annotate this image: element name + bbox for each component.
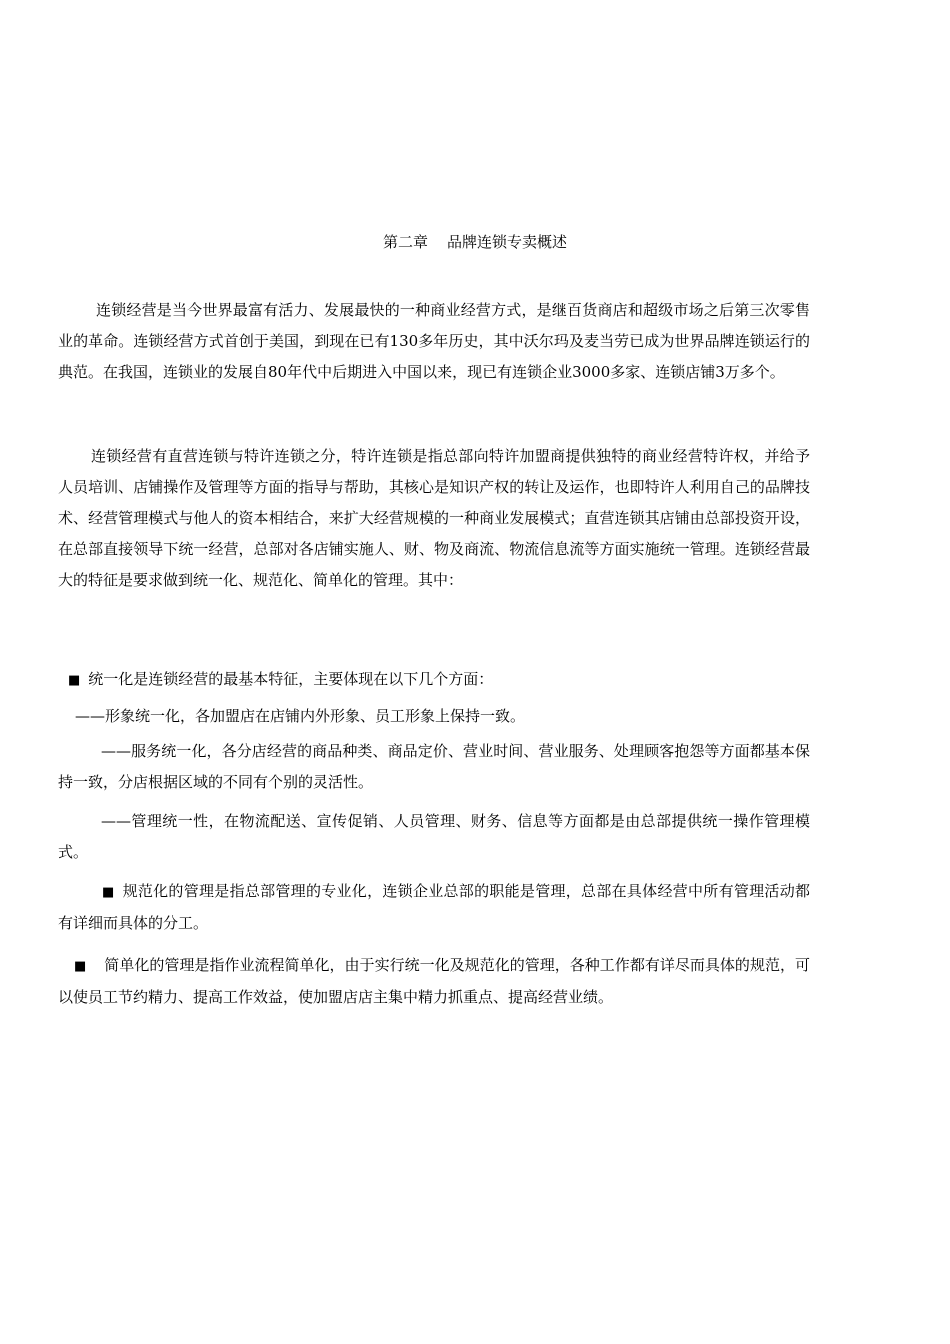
bullet-square-icon: ■	[68, 673, 81, 688]
bullet-text: 统一化是连锁经营的最基本特征，主要体现在以下几个方面：	[88, 670, 494, 688]
chapter-title: 第二章 品牌连锁专卖概述	[382, 233, 568, 251]
bullet-text: 简单化的管理是指作业流程简单化，由于实行统一化及规范化的管理，各种工作都有详尽而具体的规范，可以使员工节约精力、提高工作效益，使加盟店店主集中精力抓重点、提高经营业绩。	[58, 956, 810, 1006]
sub-item-image-unification: ——形象统一化，各加盟店在店铺内外形象、员工形象上保持一致。	[75, 707, 526, 725]
sub-item-service-unification: ——服务统一化，各分店经营的商品种类、商品定价、营业时间、营业服务、处理顾客抱怨等方面都基本保持一致，分店根据区域的不同有个别的灵活性。	[58, 742, 810, 791]
bullet-text: 规范化的管理是指总部管理的专业化，连锁企业总部的职能是管理，总部在具体经营中所有管理活动都有详细而具体的分工。	[58, 882, 810, 932]
bullet-square-icon: ■	[102, 885, 115, 900]
paragraph-chain-intro: 连锁经营是当今世界最富有活力、发展最快的一种商业经营方式，是继百货商店和超级市场之后第三次零售业的革命。连锁经营方式首创于美国，到现在已有130多年历史，其中沃尔玛及麦当劳已成为世界品牌连锁运行的典范。在我国，连锁业的发展自80年代中后期进入中国以来，现已有连锁企业3000多家、连锁店铺3万多个。	[58, 301, 810, 381]
bullet-item-unification	[58, 664, 810, 696]
bullet-item-simplification	[58, 950, 810, 1013]
paragraph-chain-types: 连锁经营有直营连锁与特许连锁之分，特许连锁是指总部向特许加盟商提供独特的商业经营特许权，并给予人员培训、店铺操作及管理等方面的指导与帮助，其核心是知识产权的转让及运作，也即特许人利用自己的品牌技术、经营管理模式与他人的资本相结合，来扩大经营规模的一种商业发展模式；直营连锁其店铺由总部投资开设，在总部直接领导下统一经营，总部对各店铺实施人、财、物及商流、物流信息流等方面实施统一管理。连锁经营最大的特征是要求做到统一化、规范化、简单化的管理。其中：	[58, 447, 810, 589]
sub-item-management-unification: ——管理统一性，在物流配送、宣传促销、人员管理、财务、信息等方面都是由总部提供统一操作管理模式。	[58, 812, 810, 861]
bullet-item-standardization	[58, 876, 810, 939]
bullet-square-icon: ■	[74, 959, 87, 974]
